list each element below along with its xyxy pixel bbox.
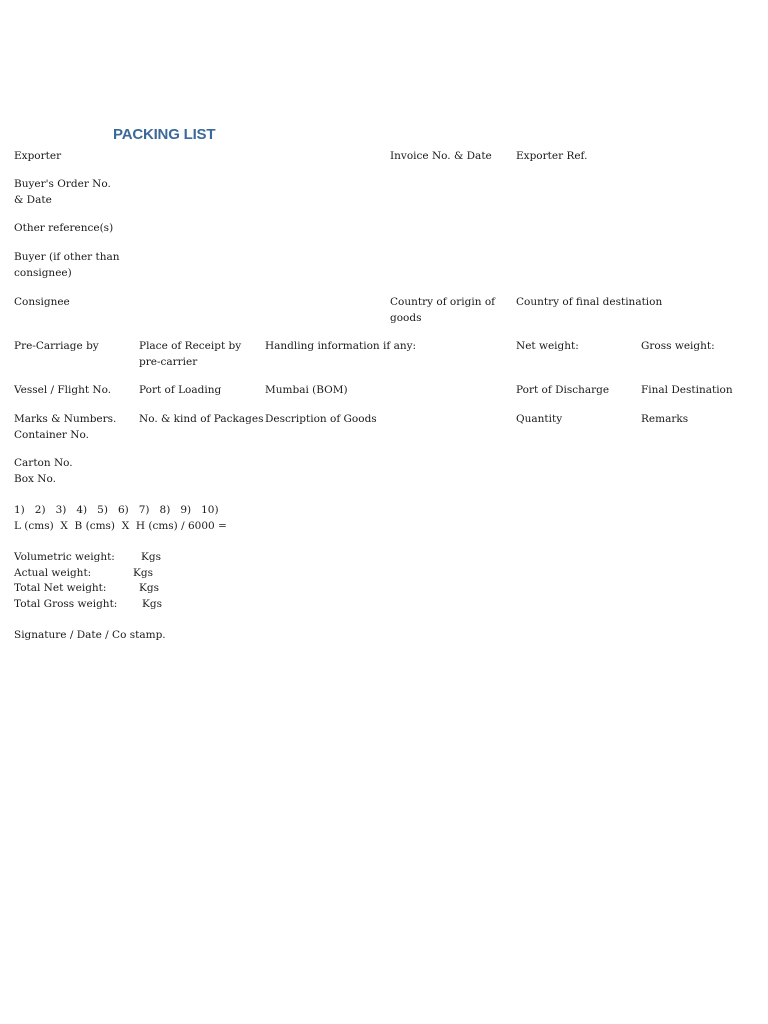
gross-weight-label: Gross weight: — [641, 340, 715, 352]
box-no-text: Box No. — [14, 473, 56, 485]
invoice-no-date-label: Invoice No. & Date — [390, 150, 492, 162]
page-title: PACKING LIST — [113, 126, 216, 143]
buyer-if-other-label: Buyer (if other than consignee) — [14, 251, 120, 279]
pre-carriage-label: Pre-Carriage by — [14, 340, 99, 352]
quantity-label: Quantity — [516, 413, 563, 425]
net-weight-label: Net weight: — [516, 340, 579, 352]
port-of-discharge-label: Port of Discharge — [516, 384, 610, 396]
weight-unit-volumetric: Kgs — [141, 551, 161, 563]
weight-unit-actual: Kgs — [133, 567, 153, 579]
consignee-label: Consignee — [14, 296, 70, 308]
no-kind-packages-label: No. & kind of Packages — [139, 413, 264, 425]
marks-numbers-text: Marks & Numbers. — [14, 413, 117, 425]
country-final-destination-label: Country of final destination — [516, 296, 663, 308]
exporter-label: Exporter — [14, 150, 62, 162]
buyers-order-label: Buyer's Order No. & Date — [14, 178, 111, 206]
marks-numbers-label — [14, 411, 116, 443]
other-references-label: Other reference(s) — [14, 222, 114, 234]
description-of-goods-label: Description of Goods — [265, 413, 377, 425]
port-of-loading-label: Port of Loading — [139, 384, 222, 396]
weight-label-total-net: Total Net weight: — [14, 582, 107, 594]
weight-label-actual: Actual weight: — [14, 567, 92, 579]
weight-unit-total-gross: Kgs — [142, 598, 162, 610]
country-of-origin-label: Country of origin of goods — [390, 296, 496, 324]
dimension-numbering: 1) 2) 3) 4) 5) 6) 7) 8) 9) 10) — [14, 504, 219, 516]
final-destination-label: Final Destination — [641, 384, 733, 396]
container-no-text: Container No. — [14, 429, 89, 441]
place-of-receipt-label: Place of Receipt by pre-carrier — [139, 340, 242, 368]
weight-unit-total-net: Kgs — [139, 582, 159, 594]
weight-label-volumetric: Volumetric weight: — [14, 551, 115, 563]
port-of-loading-value: Mumbai (BOM) — [265, 384, 348, 396]
signature-line: Signature / Date / Co stamp. — [14, 629, 166, 641]
handling-information-label: Handling information if any: — [265, 340, 417, 352]
exporter-ref-label: Exporter Ref. — [516, 150, 588, 162]
carton-box-block — [14, 455, 73, 487]
remarks-label: Remarks — [641, 413, 689, 425]
weight-label-total-gross: Total Gross weight: — [14, 598, 118, 610]
vessel-flight-label: Vessel / Flight No. — [14, 384, 112, 396]
dimension-formula: L (cms) X B (cms) X H (cms) / 6000 = — [14, 520, 227, 532]
carton-no-text: Carton No. — [14, 457, 73, 469]
